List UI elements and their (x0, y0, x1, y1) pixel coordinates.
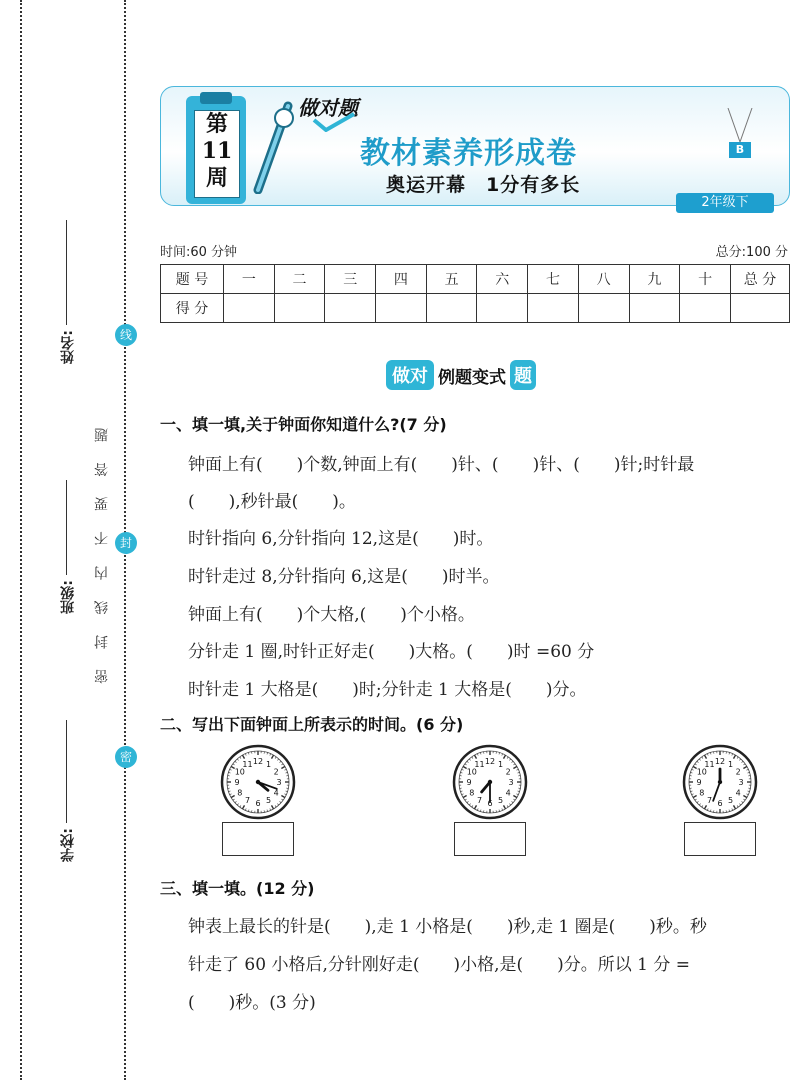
q1-line: 时针走 1 大格是( )时;分针走 1 大格是( )分。 (188, 680, 587, 700)
q3-line: 针走了 60 小格后,分针刚好走( )小格,是( )分。所以 1 分 = (188, 955, 691, 975)
binding-dotted-line-left (20, 0, 22, 1080)
section-badge-a: 做对 (386, 360, 434, 390)
q1-line: 钟面上有( )个大格,( )个小格。 (188, 605, 475, 625)
seal-line-notice: 密 封 线 内 不 要 答 题 (94, 420, 110, 684)
clock-number: 8 (469, 788, 475, 798)
school-field-line[interactable] (66, 720, 67, 823)
table-cell: 题 号 (161, 265, 224, 294)
seal-mark-mi: 密 (115, 746, 137, 768)
clock-number: 4 (273, 788, 279, 798)
clock-number: 7 (244, 796, 251, 806)
q3-line: 钟表上最长的针是( ),走 1 小格是( )秒,走 1 圈是( )秒。秒 (188, 917, 707, 937)
clock-center (488, 780, 492, 784)
section-badge (386, 360, 536, 390)
clock-face-3 (682, 744, 758, 820)
clock-number: 1 (727, 759, 734, 769)
clock-number: 1 (265, 759, 272, 769)
hanging-string-icon (724, 108, 756, 144)
clock-number: 2 (273, 767, 279, 777)
score-input-cell[interactable] (426, 294, 477, 323)
clock-number: 6 (717, 799, 723, 808)
q3-line: ( )秒。(3 分) (188, 993, 316, 1013)
clock-number: 10 (234, 767, 245, 777)
q1-line: 时针走过 8,分针指向 6,这是( )时半。 (188, 567, 500, 587)
table-cell: 七 (528, 265, 579, 294)
score-table-score-row (161, 294, 790, 323)
clock-number: 9 (696, 778, 702, 787)
table-cell: 十 (680, 265, 731, 294)
clock-number: 6 (487, 799, 493, 808)
q3-title: 三、填一填。(12 分) (160, 879, 315, 898)
week-line-2: 11 (201, 138, 233, 164)
clock-number: 3 (738, 778, 744, 787)
section-badge-c: 题 (510, 360, 536, 390)
clock-number: 11 (704, 759, 715, 769)
q1-line: 钟面上有( )个数,钟面上有( )针、( )针、( )针;时针最 (188, 455, 695, 475)
clock-number: 9 (234, 778, 240, 787)
clock-face-2 (452, 744, 528, 820)
clock-number: 7 (476, 796, 483, 806)
clock-number: 3 (508, 778, 514, 787)
clock-number: 6 (255, 799, 261, 808)
level-badge: B (729, 142, 751, 158)
q1-line: 时针指向 6,分针指向 12,这是( )时。 (188, 529, 494, 549)
score-input-cell[interactable] (528, 294, 579, 323)
answer-box-2[interactable] (454, 822, 526, 856)
page-subtitle: 奥运开幕 1分有多长 (386, 174, 581, 196)
clock-number: 8 (237, 788, 243, 798)
q1-line: 分针走 1 圈,时针正好走( )大格。( )时 =60 分 (188, 642, 595, 662)
time-label: 时间:60 分钟 (160, 245, 238, 260)
score-input-cell[interactable] (477, 294, 528, 323)
clock-number: 9 (466, 778, 472, 787)
week-line-1: 第 (205, 111, 228, 137)
clock-number: 4 (505, 788, 511, 798)
week-line-3: 周 (205, 165, 228, 191)
score-input-cell[interactable] (731, 294, 790, 323)
clock-number: 12 (714, 757, 726, 766)
clock-number: 5 (727, 796, 734, 806)
table-cell: 九 (629, 265, 680, 294)
clock-center (256, 780, 260, 784)
q1-title: 一、填一填,关于钟面你知道什么?(7 分) (160, 415, 447, 434)
clock-number: 10 (696, 767, 707, 777)
seal-mark-feng: 封 (115, 532, 137, 554)
clock-number: 7 (706, 796, 713, 806)
clock-number: 12 (484, 757, 496, 766)
table-cell: 三 (325, 265, 376, 294)
name-field-line[interactable] (66, 220, 67, 325)
q1-line: ( ),秒针最( )。 (188, 492, 356, 512)
score-input-cell[interactable] (325, 294, 376, 323)
clock-center (718, 780, 722, 784)
page-title: 教材素养形成卷 (360, 136, 577, 171)
score-input-cell[interactable] (578, 294, 629, 323)
clock-number: 5 (265, 796, 272, 806)
clock-number: 8 (699, 788, 705, 798)
table-cell: 得 分 (161, 294, 224, 323)
seal-mark-xian: 线 (115, 324, 137, 346)
answer-box-1[interactable] (222, 822, 294, 856)
score-input-cell[interactable] (376, 294, 427, 323)
table-cell: 二 (274, 265, 325, 294)
class-field-line[interactable] (66, 480, 67, 575)
clock-number: 3 (276, 778, 282, 787)
table-cell: 总 分 (731, 265, 790, 294)
q2-title: 二、写出下面钟面上所表示的时间。(6 分) (160, 715, 464, 734)
week-label (194, 110, 240, 198)
clock-number: 10 (466, 767, 477, 777)
table-cell: 四 (376, 265, 427, 294)
score-input-cell[interactable] (274, 294, 325, 323)
table-cell: 一 (224, 265, 275, 294)
name-label: 姓名: (60, 330, 76, 364)
clock-number: 1 (497, 759, 504, 769)
score-input-cell[interactable] (224, 294, 275, 323)
table-cell: 八 (578, 265, 629, 294)
clock-number: 2 (505, 767, 511, 777)
clipboard-clip-icon (200, 92, 232, 104)
total-score-label: 总分:100 分 (715, 245, 788, 260)
pencil-figure-icon (248, 98, 300, 194)
clock-number: 11 (474, 759, 485, 769)
answer-box-3[interactable] (684, 822, 756, 856)
logo-text: 做对题 (298, 96, 358, 120)
class-label: 班级: (60, 580, 76, 614)
grade-label: 2年级下 (676, 193, 774, 213)
clock-number: 5 (497, 796, 504, 806)
clock-number: 4 (735, 788, 741, 798)
score-input-cell[interactable] (629, 294, 680, 323)
checkmark-icon (312, 112, 356, 132)
table-cell: 五 (426, 265, 477, 294)
table-cell: 六 (477, 265, 528, 294)
section-badge-b: 例题变式 (438, 367, 506, 388)
score-input-cell[interactable] (680, 294, 731, 323)
clock-number: 2 (735, 767, 741, 777)
clock-face-1 (220, 744, 296, 820)
score-table-header-row (161, 265, 790, 294)
clock-number: 11 (242, 759, 253, 769)
clock-number: 12 (252, 757, 264, 766)
score-table (160, 264, 790, 323)
school-label: 学校: (60, 828, 76, 862)
